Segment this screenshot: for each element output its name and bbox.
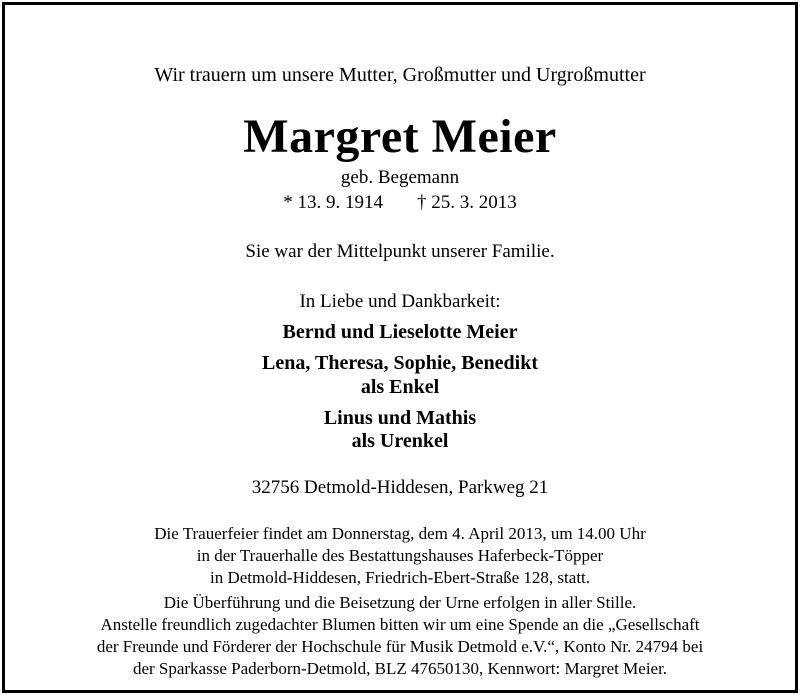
family-line: als Enkel xyxy=(360,376,440,398)
death-date: † 25. 3. 2013 xyxy=(417,192,517,213)
intro-text: Wir trauern um unsere Mutter, Großmutter und Urgroßmutter xyxy=(154,64,646,86)
family-line: Linus und Mathis xyxy=(323,407,477,429)
obituary-notice xyxy=(2,2,798,693)
service-line: Anstelle freundlich zugedachter Blumen bitten wir um eine Spende an die „Gesellschaft xyxy=(100,615,700,634)
birth-name: geb. Begemann xyxy=(340,167,460,188)
service-line: in der Trauerhalle des Bestattungshauses Haferbeck-Töpper xyxy=(196,546,604,565)
life-dates xyxy=(5,193,795,212)
service-line: in Detmold-Hiddesen, Friedrich-Ebert-Straße 128, statt. xyxy=(209,568,591,587)
motto-text: Sie war der Mittelpunkt unserer Familie. xyxy=(245,241,555,262)
service-line: Die Trauerfeier findet am Donnerstag, dem 4. April 2013, um 14.00 Uhr xyxy=(154,524,646,543)
service-line: der Sparkasse Paderborn-Detmold, BLZ 47650130, Kennwort: Margret Meier. xyxy=(132,659,668,678)
family-line: als Urenkel xyxy=(351,430,449,452)
family-line: Bernd und Lieselotte Meier xyxy=(282,321,518,343)
deceased-name: Margret Meier xyxy=(243,110,557,163)
service-line: der Freunde und Förderer der Hochschule für Musik Detmold e.V.“, Konto Nr. 24794 bei xyxy=(96,637,704,656)
address-text: 32756 Detmold-Hiddesen, Parkweg 21 xyxy=(251,477,549,498)
service-line: Die Überführung und die Beisetzung der Urne erfolgen in aller Stille. xyxy=(163,593,637,612)
thanks-text: In Liebe und Dankbarkeit: xyxy=(299,291,501,312)
birth-date: * 13. 9. 1914 xyxy=(283,192,383,213)
family-line: Lena, Theresa, Sophie, Benedikt xyxy=(262,352,538,374)
